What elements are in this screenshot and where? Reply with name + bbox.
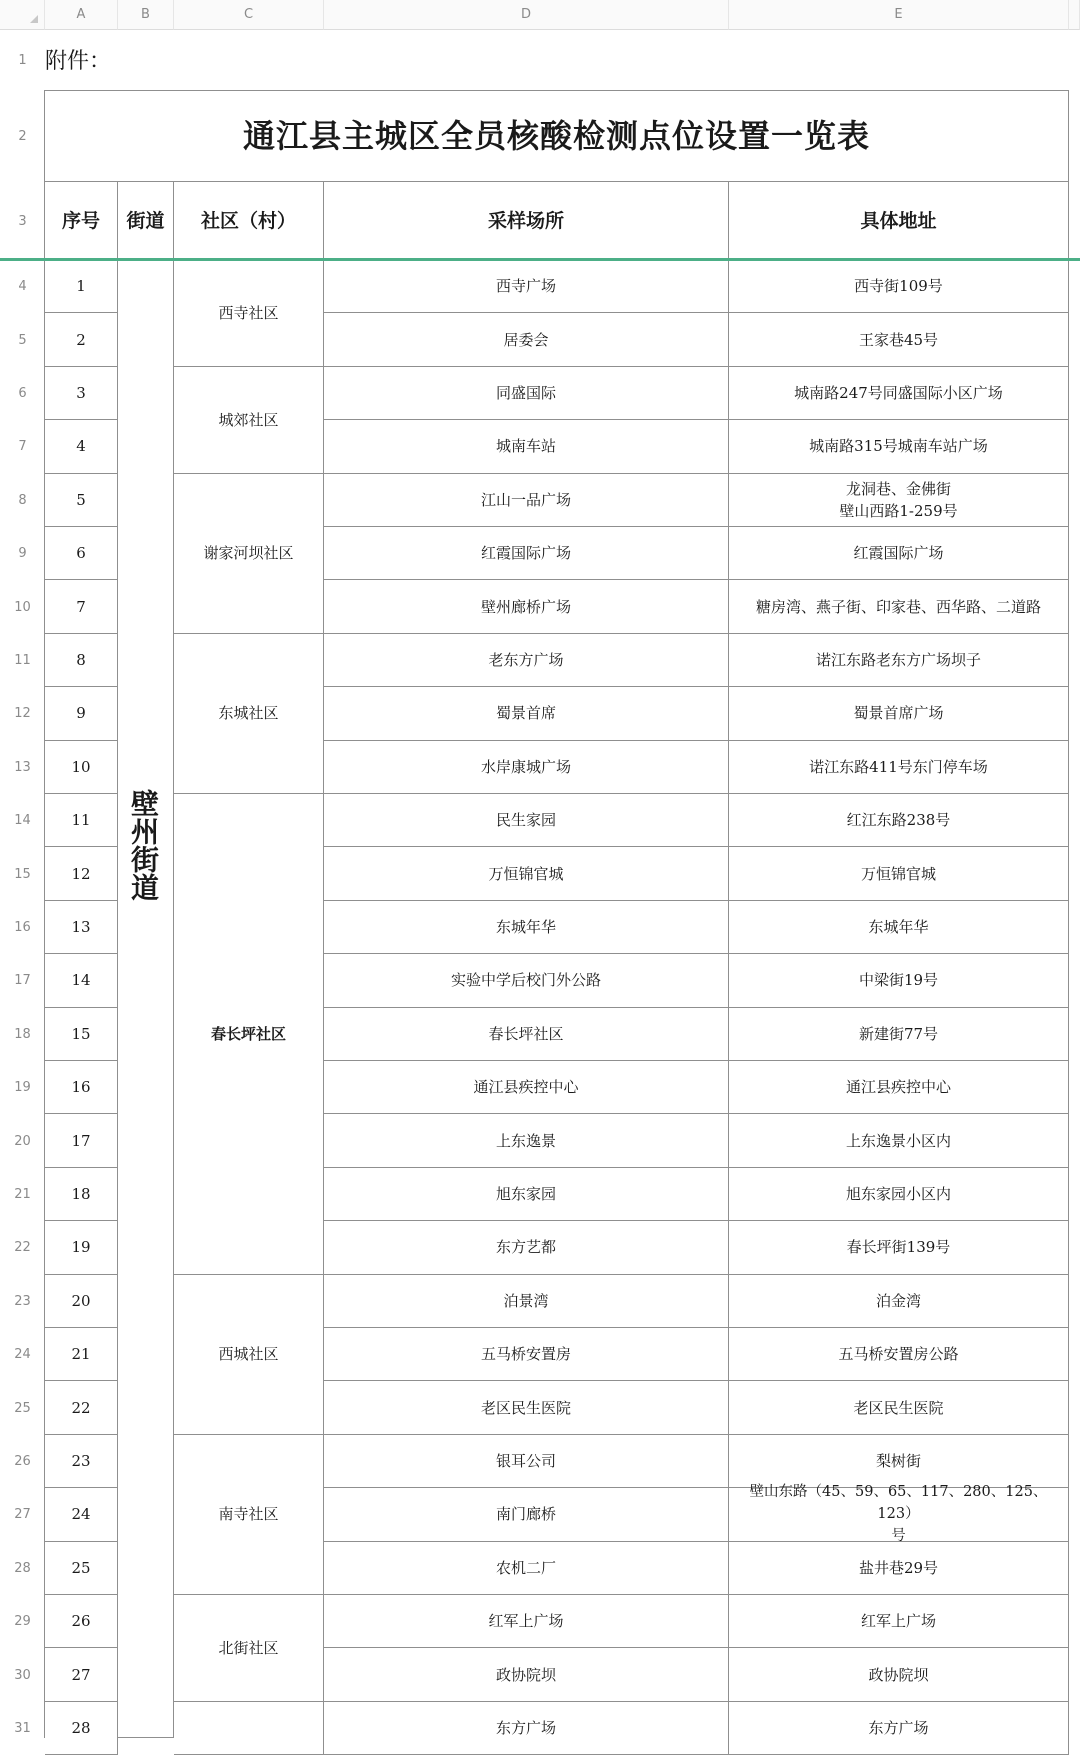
address-cell[interactable]: 壁山东路（45、59、65、117、280、125、123） 号 bbox=[729, 1488, 1069, 1541]
seq-cell[interactable]: 9 bbox=[45, 687, 118, 740]
row-number[interactable]: 22 bbox=[14, 1240, 31, 1256]
header-address[interactable]: 具体地址 bbox=[729, 182, 1069, 260]
row-number[interactable]: 29 bbox=[14, 1614, 31, 1630]
site-cell[interactable]: 旭东家园 bbox=[324, 1168, 729, 1221]
row-number[interactable]: 10 bbox=[14, 599, 31, 615]
seq-cell[interactable]: 10 bbox=[45, 741, 118, 794]
seq-cell[interactable]: 18 bbox=[45, 1168, 118, 1221]
seq-cell[interactable]: 13 bbox=[45, 901, 118, 954]
column-header-d[interactable]: D bbox=[324, 0, 729, 30]
seq-cell[interactable]: 28 bbox=[45, 1702, 118, 1755]
address-cell[interactable]: 城南路315号城南车站广场 bbox=[729, 420, 1069, 473]
address-cell[interactable]: 红军上广场 bbox=[729, 1595, 1069, 1648]
seq-cell[interactable]: 5 bbox=[45, 474, 118, 527]
site-cell[interactable]: 城南车站 bbox=[324, 420, 729, 473]
header-street[interactable]: 街道 bbox=[118, 182, 174, 260]
address-cell[interactable]: 万恒锦官城 bbox=[729, 847, 1069, 900]
seq-cell[interactable]: 22 bbox=[45, 1381, 118, 1434]
site-cell[interactable]: 红军上广场 bbox=[324, 1595, 729, 1648]
row-number[interactable]: 23 bbox=[14, 1293, 31, 1309]
address-cell[interactable]: 新建街77号 bbox=[729, 1008, 1069, 1061]
table-title[interactable]: 通江县主城区全员核酸检测点位设置一览表 bbox=[45, 90, 1069, 182]
row-number[interactable]: 6 bbox=[18, 385, 27, 401]
community-cell[interactable]: 西城社区 bbox=[174, 1275, 324, 1435]
seq-cell[interactable]: 15 bbox=[45, 1008, 118, 1061]
street-merged-cell[interactable]: 壁州街道 bbox=[118, 260, 174, 1738]
site-cell[interactable]: 银耳公司 bbox=[324, 1435, 729, 1488]
address-cell[interactable]: 东城年华 bbox=[729, 901, 1069, 954]
row-number[interactable]: 24 bbox=[14, 1347, 31, 1363]
site-cell[interactable]: 上东逸景 bbox=[324, 1114, 729, 1167]
address-cell[interactable]: 东方广场 bbox=[729, 1702, 1069, 1755]
seq-cell[interactable]: 1 bbox=[45, 260, 118, 313]
seq-cell[interactable]: 20 bbox=[45, 1275, 118, 1328]
site-cell[interactable]: 政协院坝 bbox=[324, 1648, 729, 1701]
site-cell[interactable]: 西寺广场 bbox=[324, 260, 729, 313]
row-number[interactable]: 4 bbox=[18, 279, 27, 295]
address-cell[interactable]: 红江东路238号 bbox=[729, 794, 1069, 847]
address-cell[interactable]: 红霞国际广场 bbox=[729, 527, 1069, 580]
address-cell[interactable]: 梨树街 bbox=[729, 1435, 1069, 1488]
column-header-b[interactable]: B bbox=[118, 0, 174, 30]
row-number[interactable]: 31 bbox=[14, 1720, 31, 1736]
site-cell[interactable]: 蜀景首席 bbox=[324, 687, 729, 740]
seq-cell[interactable]: 27 bbox=[45, 1648, 118, 1701]
row-number[interactable]: 13 bbox=[14, 759, 31, 775]
site-cell[interactable]: 居委会 bbox=[324, 313, 729, 366]
column-header-a[interactable]: A bbox=[45, 0, 118, 30]
row-number[interactable]: 14 bbox=[14, 813, 31, 829]
site-cell[interactable]: 五马桥安置房 bbox=[324, 1328, 729, 1381]
row-number[interactable]: 15 bbox=[14, 866, 31, 882]
address-cell[interactable]: 城南路247号同盛国际小区广场 bbox=[729, 367, 1069, 420]
site-cell[interactable]: 江山一品广场 bbox=[324, 474, 729, 527]
row-number[interactable]: 8 bbox=[18, 492, 27, 508]
address-cell[interactable]: 盐井巷29号 bbox=[729, 1542, 1069, 1595]
address-cell[interactable]: 王家巷45号 bbox=[729, 313, 1069, 366]
site-cell[interactable]: 水岸康城广场 bbox=[324, 741, 729, 794]
address-cell[interactable]: 糖房湾、燕子街、印家巷、西华路、二道路 bbox=[729, 580, 1069, 633]
address-cell[interactable]: 龙洞巷、金佛街 壁山西路1-259号 bbox=[729, 474, 1069, 527]
site-cell[interactable]: 红霞国际广场 bbox=[324, 527, 729, 580]
seq-cell[interactable]: 23 bbox=[45, 1435, 118, 1488]
seq-cell[interactable]: 8 bbox=[45, 634, 118, 687]
address-cell[interactable]: 诺江东路411号东门停车场 bbox=[729, 741, 1069, 794]
site-cell[interactable]: 实验中学后校门外公路 bbox=[324, 954, 729, 1007]
row-number[interactable]: 20 bbox=[14, 1133, 31, 1149]
row-number[interactable]: 7 bbox=[18, 439, 27, 455]
row-number[interactable]: 27 bbox=[14, 1507, 31, 1523]
seq-cell[interactable]: 6 bbox=[45, 527, 118, 580]
seq-cell[interactable]: 26 bbox=[45, 1595, 118, 1648]
site-cell[interactable]: 泊景湾 bbox=[324, 1275, 729, 1328]
site-cell[interactable]: 老东方广场 bbox=[324, 634, 729, 687]
address-cell[interactable]: 泊金湾 bbox=[729, 1275, 1069, 1328]
seq-cell[interactable]: 24 bbox=[45, 1488, 118, 1541]
row-number[interactable]: 21 bbox=[14, 1186, 31, 1202]
row-number[interactable]: 30 bbox=[14, 1667, 31, 1683]
site-cell[interactable]: 同盛国际 bbox=[324, 367, 729, 420]
address-cell[interactable]: 老区民生医院 bbox=[729, 1381, 1069, 1434]
site-cell[interactable]: 壁州廊桥广场 bbox=[324, 580, 729, 633]
header-community[interactable]: 社区（村） bbox=[174, 182, 324, 260]
site-cell[interactable]: 通江县疾控中心 bbox=[324, 1061, 729, 1114]
address-cell[interactable]: 五马桥安置房公路 bbox=[729, 1328, 1069, 1381]
site-cell[interactable]: 东方广场 bbox=[324, 1702, 729, 1755]
address-cell[interactable]: 蜀景首席广场 bbox=[729, 687, 1069, 740]
community-cell[interactable]: 南寺社区 bbox=[174, 1435, 324, 1595]
header-site[interactable]: 采样场所 bbox=[324, 182, 729, 260]
row-number[interactable]: 26 bbox=[14, 1453, 31, 1469]
seq-cell[interactable]: 14 bbox=[45, 954, 118, 1007]
row-number[interactable]: 28 bbox=[14, 1560, 31, 1576]
seq-cell[interactable]: 11 bbox=[45, 794, 118, 847]
address-cell[interactable]: 诺江东路老东方广场坝子 bbox=[729, 634, 1069, 687]
address-cell[interactable]: 政协院坝 bbox=[729, 1648, 1069, 1701]
seq-cell[interactable]: 2 bbox=[45, 313, 118, 366]
seq-cell[interactable]: 25 bbox=[45, 1542, 118, 1595]
community-cell[interactable]: 东城社区 bbox=[174, 634, 324, 794]
community-cell[interactable] bbox=[174, 1702, 324, 1755]
site-cell[interactable]: 南门廊桥 bbox=[324, 1488, 729, 1541]
seq-cell[interactable]: 19 bbox=[45, 1221, 118, 1274]
seq-cell[interactable]: 21 bbox=[45, 1328, 118, 1381]
seq-cell[interactable]: 3 bbox=[45, 367, 118, 420]
seq-cell[interactable]: 7 bbox=[45, 580, 118, 633]
row-number[interactable]: 19 bbox=[14, 1080, 31, 1096]
seq-cell[interactable]: 4 bbox=[45, 420, 118, 473]
community-cell[interactable]: 西寺社区 bbox=[174, 260, 324, 367]
site-cell[interactable]: 万恒锦官城 bbox=[324, 847, 729, 900]
attachment-label: 附件： bbox=[45, 49, 112, 74]
row-number[interactable]: 2 bbox=[18, 128, 27, 144]
site-cell[interactable]: 老区民生医院 bbox=[324, 1381, 729, 1434]
address-cell[interactable]: 西寺街109号 bbox=[729, 260, 1069, 313]
community-cell[interactable]: 春长坪社区 bbox=[174, 794, 324, 1275]
row-number[interactable]: 3 bbox=[18, 213, 27, 229]
seq-cell[interactable]: 17 bbox=[45, 1114, 118, 1167]
community-cell[interactable]: 谢家河坝社区 bbox=[174, 474, 324, 634]
header-seq[interactable]: 序号 bbox=[45, 182, 118, 260]
row-number[interactable]: 16 bbox=[14, 919, 31, 935]
row-number[interactable]: 12 bbox=[14, 706, 31, 722]
community-cell[interactable]: 北街社区 bbox=[174, 1595, 324, 1702]
row-number[interactable]: 1 bbox=[18, 52, 27, 68]
seq-cell[interactable]: 16 bbox=[45, 1061, 118, 1114]
community-cell[interactable]: 城郊社区 bbox=[174, 367, 324, 474]
site-cell[interactable]: 春长坪社区 bbox=[324, 1008, 729, 1061]
column-header-c[interactable]: C bbox=[174, 0, 324, 30]
address-cell[interactable]: 通江县疾控中心 bbox=[729, 1061, 1069, 1114]
address-cell[interactable]: 中梁街19号 bbox=[729, 954, 1069, 1007]
site-cell[interactable]: 东城年华 bbox=[324, 901, 729, 954]
site-cell[interactable]: 民生家园 bbox=[324, 794, 729, 847]
row-number[interactable]: 11 bbox=[14, 652, 31, 668]
freeze-pane-line bbox=[0, 258, 1080, 261]
address-cell[interactable]: 上东逸景小区内 bbox=[729, 1114, 1069, 1167]
row-number[interactable]: 17 bbox=[14, 973, 31, 989]
address-cell[interactable]: 旭东家园小区内 bbox=[729, 1168, 1069, 1221]
seq-cell[interactable]: 12 bbox=[45, 847, 118, 900]
address-cell[interactable]: 春长坪街139号 bbox=[729, 1221, 1069, 1274]
row-number[interactable]: 5 bbox=[18, 332, 27, 348]
site-cell[interactable]: 东方艺都 bbox=[324, 1221, 729, 1274]
site-cell[interactable]: 农机二厂 bbox=[324, 1542, 729, 1595]
select-all-corner[interactable] bbox=[0, 0, 45, 30]
row-number[interactable]: 18 bbox=[14, 1026, 31, 1042]
row-number[interactable]: 9 bbox=[18, 546, 27, 562]
column-header-filler bbox=[1069, 0, 1080, 30]
column-header-e[interactable]: E bbox=[729, 0, 1069, 30]
row-number[interactable]: 25 bbox=[14, 1400, 31, 1416]
